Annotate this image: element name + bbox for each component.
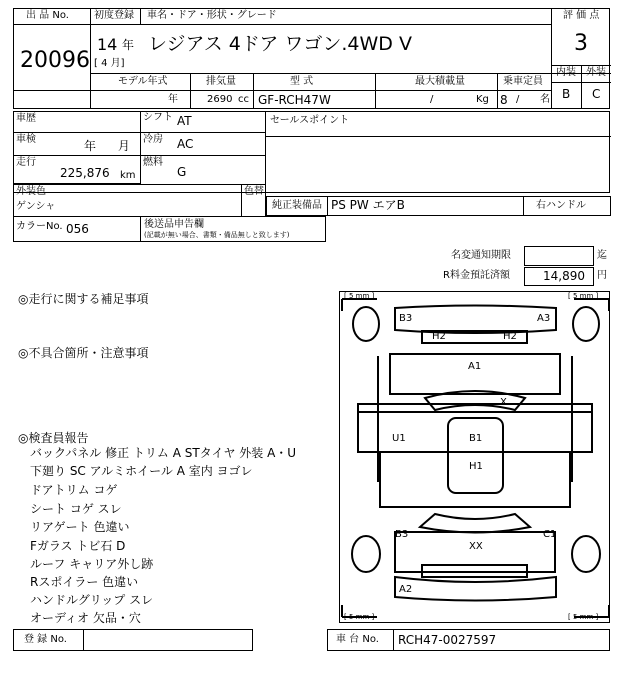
inspector-line: Fガラス トビ石 D — [30, 539, 126, 553]
color-no-value: 056 — [66, 222, 89, 236]
reg-year-unit: 年 — [122, 38, 135, 52]
recycle-label: R料金預託済額 — [443, 270, 510, 281]
load-label: 最大積載量 — [415, 76, 465, 87]
reg-month: [ 4 月] — [94, 58, 125, 69]
car-diagram — [339, 291, 610, 623]
mark-a1: A1 — [468, 361, 482, 372]
tire-rear-right: [ 5 mm ] — [568, 613, 599, 621]
exterior-score: C — [592, 87, 601, 101]
mark-x: X — [500, 397, 507, 408]
equipment-value: PS PW エアB — [331, 198, 405, 212]
mark-h2-right: H2 — [503, 331, 517, 342]
type-label: 型 式 — [290, 76, 314, 87]
ac-value: AC — [177, 137, 194, 151]
capacity-label: 乗車定員 — [503, 76, 543, 87]
shift-value: AT — [177, 114, 192, 128]
load-slash: / — [430, 94, 434, 105]
tire-rear-left: [ 5 mm ] — [344, 613, 375, 621]
tire-front-left: [ 5 mm ] — [344, 292, 375, 300]
fuel-label: 燃料 — [143, 157, 163, 168]
name-change-label: 名変通知期限 — [451, 250, 511, 261]
first-reg-label: 初度登録 — [94, 10, 134, 21]
chassis-label: 車 台 No. — [336, 634, 379, 645]
ac-label: 冷房 — [143, 134, 163, 145]
mark-xx: XX — [469, 541, 483, 552]
color-value: ゲンシャ — [16, 201, 56, 212]
docs-note: (記載が無い場合、書類・備品無しと致します) — [144, 231, 290, 239]
defects-title: ◎不具合箇所・注意事項 — [18, 346, 149, 360]
rating-label: 評 価 点 — [563, 10, 600, 21]
car-name: レジアス 4ドア ワゴン.4WD V — [148, 33, 412, 55]
recycle-unit: 円 — [597, 270, 607, 281]
displacement-unit: cc — [238, 94, 249, 105]
inspector-line: 下廻り SC アルミホイール A 室内 ヨゴレ — [30, 464, 253, 478]
mark-a2: A2 — [399, 584, 413, 595]
name-change-box — [524, 246, 594, 266]
color-change-label: 色替 — [244, 186, 264, 197]
displacement-label: 排気量 — [206, 76, 236, 87]
inspector-line: Rスポイラー 色違い — [30, 575, 139, 589]
color-no-label: カラーNo. — [16, 221, 63, 232]
inspector-line: バックパネル 修正 トリム A STタイヤ 外装 A・U — [30, 446, 297, 460]
mark-h1: H1 — [469, 461, 483, 472]
mark-b3-rear: B3 — [395, 529, 409, 540]
mileage-unit: km — [120, 170, 136, 181]
shift-label: シフト — [143, 112, 173, 123]
history-label: 車歴 — [16, 113, 36, 124]
name-change-unit: 迄 — [597, 250, 607, 261]
lot-number: 20096 — [20, 48, 90, 73]
mark-h2-left: H2 — [432, 331, 446, 342]
type-value: GF-RCH47W — [258, 93, 331, 107]
lot-label: 出 品 No. — [26, 10, 69, 21]
handle-value: 右ハンドル — [536, 200, 586, 211]
inspector-line: ルーフ キャリア外し跡 — [30, 557, 154, 571]
interior-score: B — [562, 87, 571, 101]
inspector-line: ハンドルグリップ スレ — [30, 593, 154, 607]
mark-u1: U1 — [392, 433, 406, 444]
model-year-label: モデル年式 — [118, 76, 168, 87]
equipment-label: 純正装備品 — [272, 200, 322, 211]
interior-label: 内装 — [556, 67, 576, 78]
mileage-label: 走行 — [16, 157, 36, 168]
car-name-label: 車名・ドア・形状・グレード — [147, 10, 277, 21]
reg-year: 14 — [97, 35, 118, 54]
tire-front-right: [ 5 mm ] — [568, 292, 599, 300]
color-label: 外装色 — [16, 186, 46, 197]
rating-score: 3 — [574, 31, 588, 56]
mark-a3-front: A3 — [537, 313, 551, 324]
inspector-line: リアゲート 色違い — [30, 520, 130, 534]
recycle-value: 14,890 — [543, 269, 585, 283]
chassis-value: RCH47-0027597 — [398, 633, 497, 647]
mileage-value: 225,876 — [60, 166, 110, 180]
docs-label: 後送品申告欄 — [144, 219, 204, 230]
fuel-value: G — [177, 165, 187, 179]
inspection-value: 年 月 — [84, 139, 130, 153]
mark-c1: C1 — [543, 529, 557, 540]
inspector-line: シート コゲ スレ — [30, 502, 122, 516]
exterior-label: 外装 — [586, 67, 606, 78]
inspector-line: ドアトリム コゲ — [30, 483, 118, 497]
car-outline — [340, 292, 611, 624]
mark-b1: B1 — [469, 433, 483, 444]
mark-b3-front: B3 — [399, 313, 413, 324]
inspector-line: オーディオ 欠品・穴 — [30, 611, 141, 625]
driving-notes-title: ◎走行に関する補足事項 — [18, 292, 149, 306]
capacity-unit: 名 — [540, 94, 550, 105]
inspector-title: ◎検査員報告 — [18, 431, 89, 445]
reg-label: 登 録 No. — [24, 634, 67, 645]
displacement-value: 2690 — [207, 94, 233, 105]
capacity-slash: / — [516, 94, 520, 105]
load-unit: Kg — [476, 94, 489, 105]
inspection-label: 車検 — [16, 134, 36, 145]
selling-points-label: セールスポイント — [270, 115, 350, 126]
model-year-unit: 年 — [168, 94, 178, 105]
capacity-value: 8 — [500, 93, 508, 107]
